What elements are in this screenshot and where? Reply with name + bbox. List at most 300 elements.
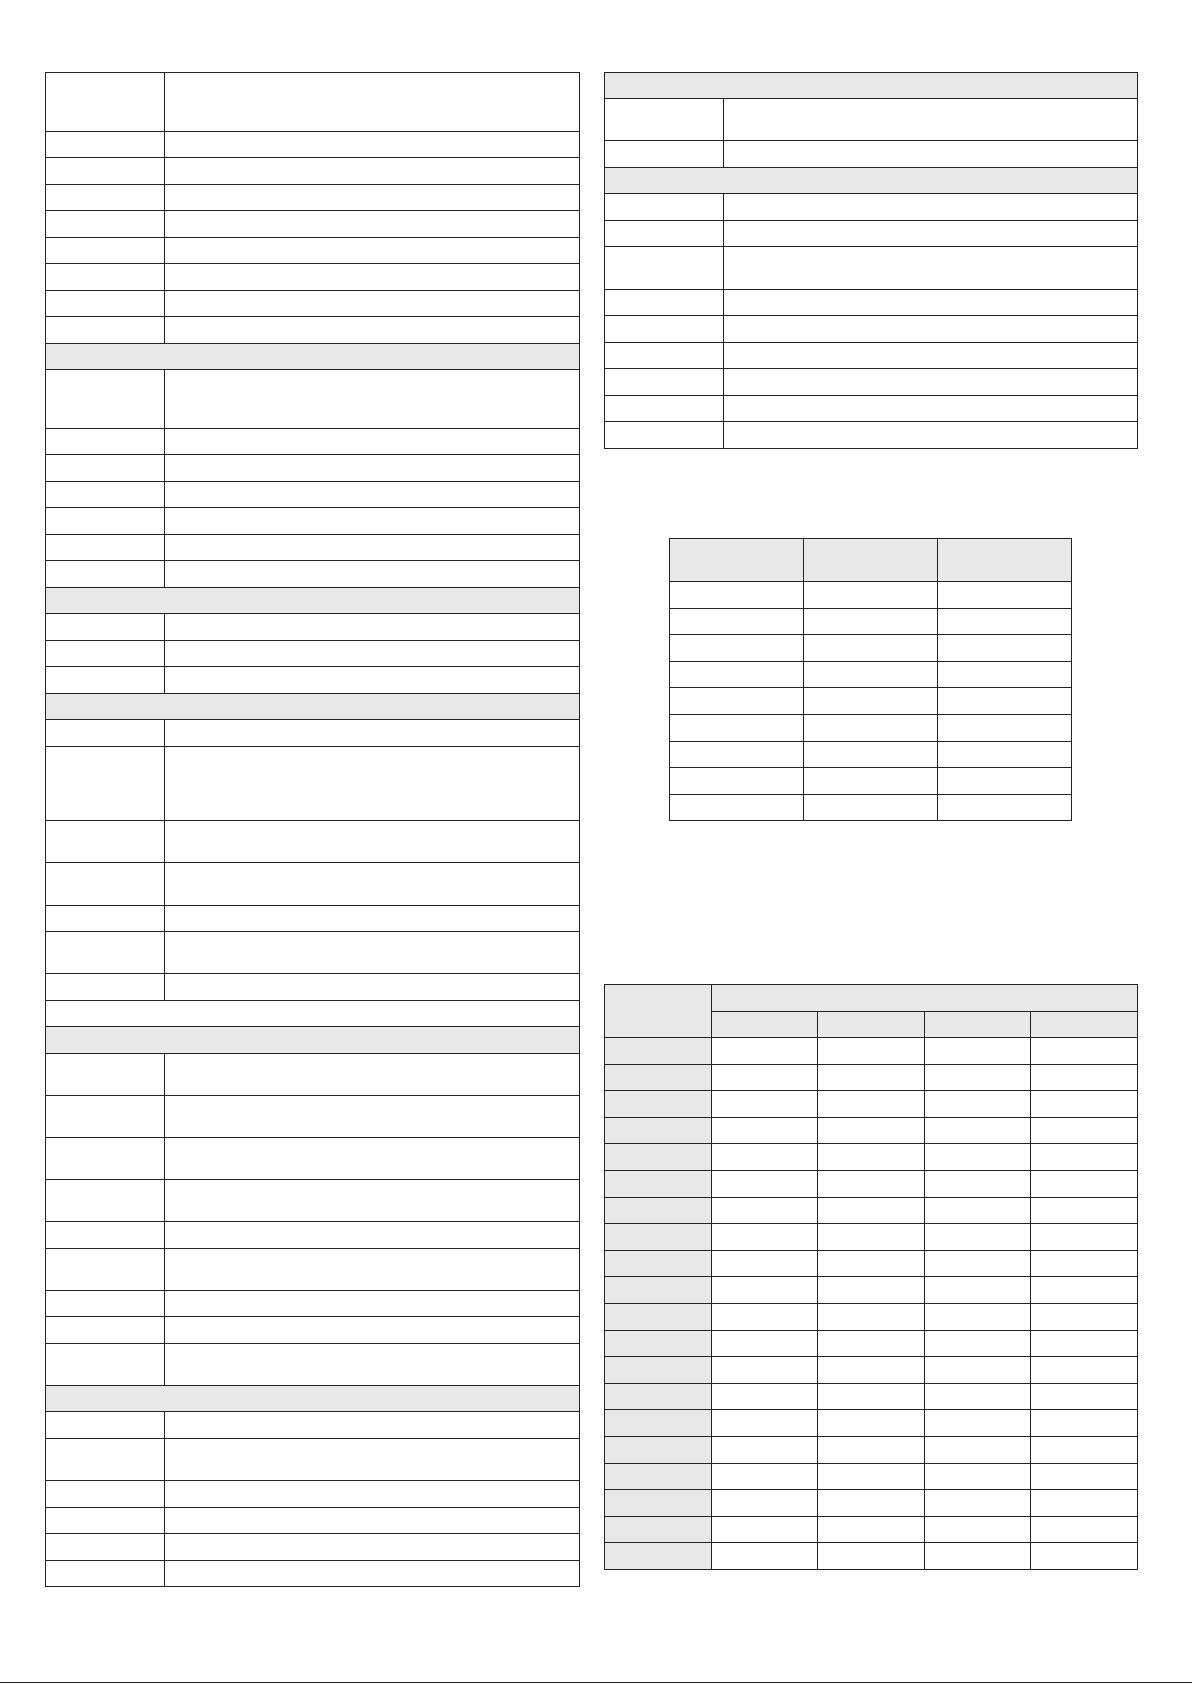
spec-label (46, 291, 165, 317)
spec-value (165, 455, 580, 482)
spec-label (46, 264, 165, 291)
spec-label (46, 821, 165, 863)
table-row (605, 1250, 1138, 1277)
spec-value (165, 132, 580, 158)
spec-label (605, 247, 724, 290)
table-cell (670, 582, 804, 609)
table-cell (1031, 1303, 1138, 1330)
spec-value (165, 561, 580, 588)
row-header (605, 1250, 712, 1277)
spec-label (46, 370, 165, 429)
table-cell (804, 741, 938, 768)
table-cell (925, 1277, 1031, 1304)
table-row (605, 1144, 1138, 1171)
spec-row (46, 455, 580, 482)
table-cell (804, 582, 938, 609)
table-cell (818, 1250, 925, 1277)
spec-value (724, 316, 1138, 343)
table-cell (712, 1463, 818, 1490)
table-row (605, 1091, 1138, 1118)
spec-value (724, 343, 1138, 369)
table-cell (804, 688, 938, 715)
spec-row (46, 720, 580, 747)
group-header-row (605, 985, 1138, 1012)
table-cell (925, 1357, 1031, 1384)
table-row (605, 1516, 1138, 1543)
spec-row (46, 317, 580, 344)
spec-value (724, 99, 1138, 141)
left-spec-table (45, 72, 580, 1587)
spec-row (605, 369, 1138, 396)
table-cell (1031, 1463, 1138, 1490)
spec-row (46, 73, 580, 132)
table-cell (712, 1038, 818, 1065)
spec-row (605, 221, 1138, 247)
spec-label (46, 1054, 165, 1096)
section-header (605, 168, 1138, 194)
spec-row (46, 932, 580, 974)
table-row (670, 608, 1072, 635)
table-cell (818, 1383, 925, 1410)
spec-row (46, 1534, 580, 1561)
spec-label (46, 1138, 165, 1180)
spec-label (46, 974, 165, 1001)
spec-row (46, 291, 580, 317)
table-cell (925, 1038, 1031, 1065)
spec-value (165, 158, 580, 185)
table-cell (1031, 1224, 1138, 1251)
spec-value (165, 1561, 580, 1587)
section-header (46, 588, 580, 614)
spec-label (46, 132, 165, 158)
spec-row (46, 614, 580, 641)
table-cell (818, 1197, 925, 1224)
spec-value (165, 614, 580, 641)
table-cell (925, 1463, 1031, 1490)
section-header (605, 73, 1138, 99)
table-cell (1031, 1357, 1138, 1384)
spec-row (605, 194, 1138, 221)
table-cell (712, 1224, 818, 1251)
table-cell (925, 1330, 1031, 1357)
spec-value (724, 141, 1138, 168)
table-cell (712, 1383, 818, 1410)
spec-label (46, 508, 165, 535)
spec-label (46, 561, 165, 588)
right-spec-table (604, 72, 1138, 449)
table-cell (712, 1330, 818, 1357)
full-width-cell (46, 1001, 580, 1027)
table-cell (925, 1144, 1031, 1171)
group-header (712, 985, 1138, 1012)
table-cell (938, 608, 1072, 635)
row-header (605, 1357, 712, 1384)
row-header (605, 1197, 712, 1224)
spec-label (46, 1344, 165, 1386)
spec-value (165, 1481, 580, 1508)
table-cell (818, 1117, 925, 1144)
table-cell (712, 1170, 818, 1197)
spec-row (46, 821, 580, 863)
header-row (670, 539, 1072, 582)
table-cell (938, 741, 1072, 768)
three-column-table-head (670, 539, 1072, 582)
table-cell (712, 1064, 818, 1091)
spec-label (605, 194, 724, 221)
table-cell (938, 794, 1072, 821)
spec-value (724, 422, 1138, 449)
spec-value (165, 1317, 580, 1344)
spec-label (605, 396, 724, 422)
spec-row (46, 429, 580, 455)
spec-label (46, 932, 165, 974)
table-row (670, 688, 1072, 715)
section-header-row (46, 1386, 580, 1412)
spec-value (165, 508, 580, 535)
table-cell (1031, 1091, 1138, 1118)
corner-header (605, 985, 712, 1038)
table-cell (670, 714, 804, 741)
row-header (605, 1170, 712, 1197)
table-cell (712, 1516, 818, 1543)
spec-value (165, 535, 580, 561)
row-header (605, 1383, 712, 1410)
table-cell (818, 1516, 925, 1543)
table-cell (670, 635, 804, 662)
table-cell (925, 1250, 1031, 1277)
spec-row (46, 1180, 580, 1222)
table-cell (1031, 1490, 1138, 1517)
row-header (605, 1516, 712, 1543)
spec-value (165, 1180, 580, 1222)
table-cell (712, 1250, 818, 1277)
table-row (605, 1197, 1138, 1224)
three-column-table (669, 538, 1072, 821)
table-cell (1031, 1064, 1138, 1091)
spec-row (46, 1317, 580, 1344)
table-row (605, 1383, 1138, 1410)
spec-value (165, 1138, 580, 1180)
table-cell (1031, 1543, 1138, 1570)
spec-row (46, 906, 580, 932)
table-cell (925, 1436, 1031, 1463)
row-header (605, 1303, 712, 1330)
spec-row (46, 211, 580, 238)
table-cell (818, 1436, 925, 1463)
column-header (670, 539, 804, 582)
table-row (605, 1064, 1138, 1091)
table-cell (804, 608, 938, 635)
table-cell (925, 1197, 1031, 1224)
spec-row (46, 641, 580, 667)
table-cell (938, 714, 1072, 741)
table-row (605, 1170, 1138, 1197)
table-cell (712, 1091, 818, 1118)
row-header (605, 1144, 712, 1171)
table-row (605, 1038, 1138, 1065)
spec-label (46, 1439, 165, 1481)
table-cell (1031, 1383, 1138, 1410)
table-cell (1031, 1436, 1138, 1463)
spec-value (165, 1439, 580, 1481)
spec-value (165, 73, 580, 132)
table-cell (925, 1383, 1031, 1410)
table-cell (712, 1436, 818, 1463)
spec-label (46, 211, 165, 238)
table-cell (925, 1091, 1031, 1118)
left-spec-body (46, 73, 580, 1587)
subheader (712, 1011, 818, 1038)
table-cell (818, 1064, 925, 1091)
section-header-row (46, 344, 580, 370)
spec-label (46, 1222, 165, 1249)
row-header (605, 1064, 712, 1091)
spec-value (165, 667, 580, 694)
spec-row (46, 1561, 580, 1587)
row-header (605, 1091, 712, 1118)
table-cell (712, 1490, 818, 1517)
spec-label (605, 141, 724, 168)
table-cell (712, 1277, 818, 1304)
table-cell (712, 1117, 818, 1144)
spec-label (46, 455, 165, 482)
table-cell (925, 1064, 1031, 1091)
spec-value (724, 247, 1138, 290)
spec-row (46, 1508, 580, 1534)
table-row (605, 1330, 1138, 1357)
spec-row (46, 508, 580, 535)
spec-label (605, 422, 724, 449)
spec-label (46, 1180, 165, 1222)
table-cell (938, 635, 1072, 662)
spec-label (46, 1291, 165, 1317)
spec-row (46, 185, 580, 211)
section-header-row (605, 168, 1138, 194)
row-header (605, 1038, 712, 1065)
spec-label (46, 1317, 165, 1344)
table-cell (818, 1224, 925, 1251)
table-cell (938, 661, 1072, 688)
spec-row (46, 370, 580, 429)
spec-label (46, 906, 165, 932)
right-spec-body (605, 73, 1138, 449)
table-cell (925, 1224, 1031, 1251)
spec-label (605, 290, 724, 316)
spec-value (165, 932, 580, 974)
spec-row (46, 1481, 580, 1508)
spec-row (46, 863, 580, 906)
spec-row (46, 264, 580, 291)
section-header (46, 1027, 580, 1054)
spec-label (46, 1249, 165, 1291)
spec-row (46, 1344, 580, 1386)
spec-label (46, 429, 165, 455)
spec-label (46, 667, 165, 694)
grouped-table (604, 984, 1138, 1570)
table-cell (925, 1490, 1031, 1517)
row-header (605, 1543, 712, 1570)
section-header-row (46, 588, 580, 614)
spec-row (46, 561, 580, 588)
spec-row (46, 1054, 580, 1096)
spec-value (165, 720, 580, 747)
section-header (46, 1386, 580, 1412)
page-bottom-rule (0, 1682, 1192, 1683)
subheader (818, 1011, 925, 1038)
row-header (605, 1463, 712, 1490)
subheader (925, 1011, 1031, 1038)
spec-row (46, 1412, 580, 1439)
spec-value (165, 264, 580, 291)
spec-value (165, 1344, 580, 1386)
table-cell (670, 741, 804, 768)
table-row (605, 1117, 1138, 1144)
table-cell (1031, 1038, 1138, 1065)
spec-value (165, 1096, 580, 1138)
table-cell (925, 1543, 1031, 1570)
table-row (670, 714, 1072, 741)
table-cell (670, 608, 804, 635)
table-cell (818, 1463, 925, 1490)
table-row (605, 1277, 1138, 1304)
spec-row (46, 1439, 580, 1481)
spec-label (605, 316, 724, 343)
table-cell (925, 1516, 1031, 1543)
spec-row (46, 667, 580, 694)
table-cell (925, 1410, 1031, 1437)
spec-label (46, 482, 165, 508)
spec-value (165, 1412, 580, 1439)
table-cell (712, 1303, 818, 1330)
table-cell (1031, 1277, 1138, 1304)
table-row (670, 661, 1072, 688)
table-cell (712, 1197, 818, 1224)
spec-label (46, 73, 165, 132)
table-row (605, 1436, 1138, 1463)
spec-label (46, 1534, 165, 1561)
spec-label (46, 1561, 165, 1587)
spec-row (46, 1138, 580, 1180)
table-row (670, 741, 1072, 768)
spec-label (605, 221, 724, 247)
section-header (46, 344, 580, 370)
table-row (605, 1357, 1138, 1384)
table-cell (1031, 1410, 1138, 1437)
table-row (670, 635, 1072, 662)
spec-row (46, 535, 580, 561)
spec-label (46, 158, 165, 185)
table-cell (818, 1303, 925, 1330)
table-cell (818, 1091, 925, 1118)
spec-label (46, 535, 165, 561)
spec-row (605, 343, 1138, 369)
table-row (670, 582, 1072, 609)
column-header (804, 539, 938, 582)
spec-row (605, 99, 1138, 141)
section-header-row (46, 1027, 580, 1054)
table-row (605, 1463, 1138, 1490)
table-cell (938, 582, 1072, 609)
table-cell (938, 688, 1072, 715)
spec-value (165, 1534, 580, 1561)
spec-row (46, 1291, 580, 1317)
spec-row (605, 316, 1138, 343)
table-cell (1031, 1197, 1138, 1224)
spec-value (724, 194, 1138, 221)
spec-row (46, 158, 580, 185)
table-cell (818, 1410, 925, 1437)
table-cell (818, 1357, 925, 1384)
section-header-row (46, 694, 580, 720)
spec-value (165, 1249, 580, 1291)
spec-row (46, 132, 580, 158)
three-column-table-body (670, 582, 1072, 821)
spec-row (46, 974, 580, 1001)
spec-label (46, 1412, 165, 1439)
table-cell (925, 1170, 1031, 1197)
spec-row (605, 247, 1138, 290)
spec-row (46, 1249, 580, 1291)
row-header (605, 1277, 712, 1304)
table-cell (925, 1117, 1031, 1144)
spec-value (724, 221, 1138, 247)
spec-row (46, 1222, 580, 1249)
spec-row (46, 747, 580, 821)
subheader (1031, 1011, 1138, 1038)
spec-label (605, 99, 724, 141)
spec-label (46, 641, 165, 667)
spec-value (165, 821, 580, 863)
table-cell (818, 1330, 925, 1357)
spec-value (165, 370, 580, 429)
grouped-table-body (605, 1038, 1138, 1570)
table-cell (670, 661, 804, 688)
table-cell (804, 768, 938, 795)
column-header (938, 539, 1072, 582)
table-cell (712, 1410, 818, 1437)
table-cell (1031, 1330, 1138, 1357)
table-cell (1031, 1144, 1138, 1171)
table-cell (712, 1357, 818, 1384)
spec-label (605, 369, 724, 396)
spec-row (46, 1096, 580, 1138)
grouped-table-head (605, 985, 1138, 1038)
table-cell (804, 635, 938, 662)
table-cell (712, 1543, 818, 1570)
spec-label (46, 238, 165, 264)
spec-value (165, 429, 580, 455)
spec-row (46, 238, 580, 264)
full-width-row (46, 1001, 580, 1027)
row-header (605, 1436, 712, 1463)
row-header (605, 1117, 712, 1144)
spec-value (724, 396, 1138, 422)
table-cell (1031, 1516, 1138, 1543)
spec-label (46, 1481, 165, 1508)
spec-row (605, 141, 1138, 168)
spec-value (724, 290, 1138, 316)
table-cell (670, 794, 804, 821)
table-cell (804, 714, 938, 741)
spec-value (165, 185, 580, 211)
spec-value (165, 1508, 580, 1534)
table-cell (712, 1144, 818, 1171)
table-cell (804, 661, 938, 688)
spec-value (165, 238, 580, 264)
section-header (46, 694, 580, 720)
table-cell (818, 1543, 925, 1570)
section-header-row (605, 73, 1138, 99)
